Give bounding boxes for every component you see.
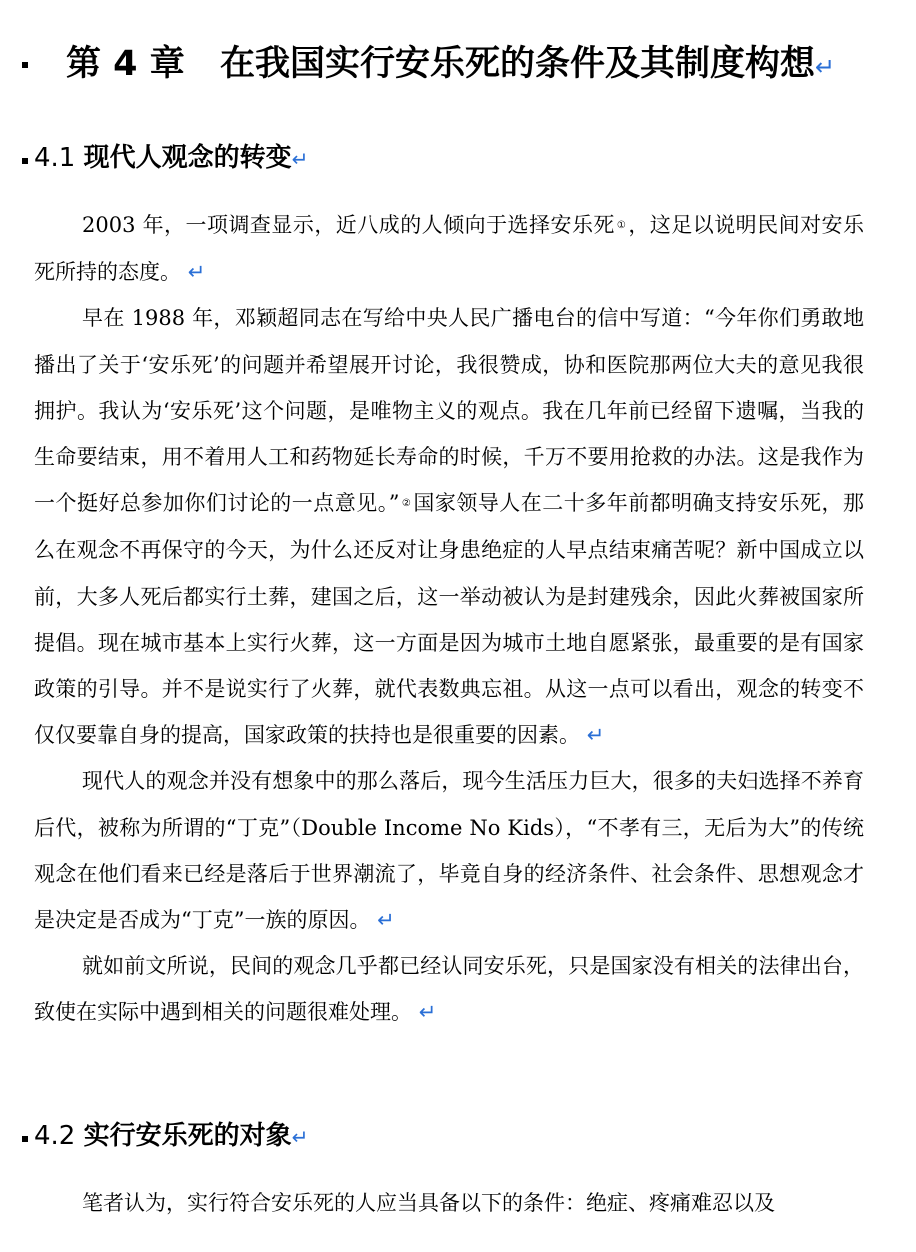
- section-title: 现代人观念的转变: [83, 143, 292, 173]
- chapter-number: 第 4 章: [66, 44, 185, 84]
- paragraph-text: 早在 1988 年，邓颖超同志在写给中央人民广播电台的信中写道：“今年你们勇敢地播出了关于‘安乐死’的问题并希望展开讨论，我很赞成，协和医院那两位大夫的意见我很拥护。我认为‘安乐死’这个问题，是唯物主义的观点。我在几年前已经留下遗嘱，当我的生命要结束，用不着用人工和药物延长寿命的时候，千万不要用抢救的办法。这是我作为一个挺好总参加你们讨论的一点意见。”: [34, 306, 864, 516]
- section-heading-text: [34, 1114, 308, 1159]
- section-heading-text: [34, 136, 308, 181]
- paragraph-text: 2003 年，一项调查显示，近八成的人倾向于选择安乐死: [82, 213, 615, 237]
- footnote-ref[interactable]: ②: [401, 498, 412, 510]
- paragraph-text: 笔者认为，实行符合安乐死的人应当具备以下的条件：绝症、疼痛难忍以及: [82, 1191, 775, 1215]
- heading-bullet-icon: [22, 1136, 28, 1142]
- section-body-4-1: [34, 202, 864, 1036]
- paragraph-mark-icon: ↵: [418, 1000, 437, 1025]
- heading-bullet-icon: [22, 62, 28, 68]
- chapter-title-text: 在我国实行安乐死的条件及其制度构想: [220, 44, 816, 84]
- section-number: 4.2: [34, 1121, 76, 1151]
- paragraph-mark-icon: ↵: [815, 53, 836, 81]
- heading-bullet-icon: [22, 158, 28, 164]
- paragraph: [34, 1180, 864, 1226]
- paragraph-text: 就如前文所说，民间的观念几乎都已经认同安乐死，只是国家没有相关的法律出台，致使在实际中遇到相关的问题很难处理。: [34, 954, 864, 1025]
- section-body-4-2: [34, 1180, 864, 1226]
- paragraph: [34, 943, 864, 1035]
- section-heading-4-1: [0, 136, 916, 180]
- paragraph-text: ，这足以说明民间对安乐死所持的态度。: [34, 213, 865, 285]
- chapter-title: [220, 34, 835, 97]
- paragraph: [34, 295, 864, 758]
- paragraph-mark-icon: ↵: [586, 723, 605, 748]
- paragraph: [34, 758, 864, 943]
- paragraph-mark-icon: ↵: [291, 1125, 309, 1149]
- chapter-heading: [0, 34, 916, 94]
- paragraph-text: 现代人的观念并没有想象中的那么落后，现今生活压力巨大，很多的夫妇选择不养育后代，被称为所谓的“丁克”（Double Income No Kids），“不孝有三，无后为大”的传统观念在他们看来已经是落后于世界潮流了，毕竟自身的经济条件、社会条件、思想观念才是决定是否成为“丁克”一族的原因。: [34, 769, 864, 933]
- paragraph-mark-icon: ↵: [291, 147, 309, 171]
- paragraph-text: 国家领导人在二十多年前都明确支持安乐死，那么在观念不再保守的今天，为什么还反对让身患绝症的人早点结束痛苦呢？新中国成立以前，大多人死后都实行土葬，建国之后，这一举动被认为是封建残余，因此火葬被国家所提倡。现在城市基本上实行火葬，这一方面是因为城市土地自愿紧张，最重要的是有国家政策的引导。并不是说实行了火葬，就代表数典忘祖。从这一点可以看出，观念的转变不仅仅要靠自身的提高，国家政策的扶持也是很重要的因素。: [34, 491, 865, 748]
- section-heading-4-2: [0, 1114, 916, 1158]
- section-number: 4.1: [34, 143, 76, 173]
- footnote-ref[interactable]: ①: [616, 220, 627, 231]
- paragraph-mark-icon: ↵: [187, 260, 206, 285]
- paragraph-mark-icon: ↵: [377, 908, 395, 933]
- section-title: 实行安乐死的对象: [83, 1121, 292, 1151]
- paragraph: [34, 202, 864, 295]
